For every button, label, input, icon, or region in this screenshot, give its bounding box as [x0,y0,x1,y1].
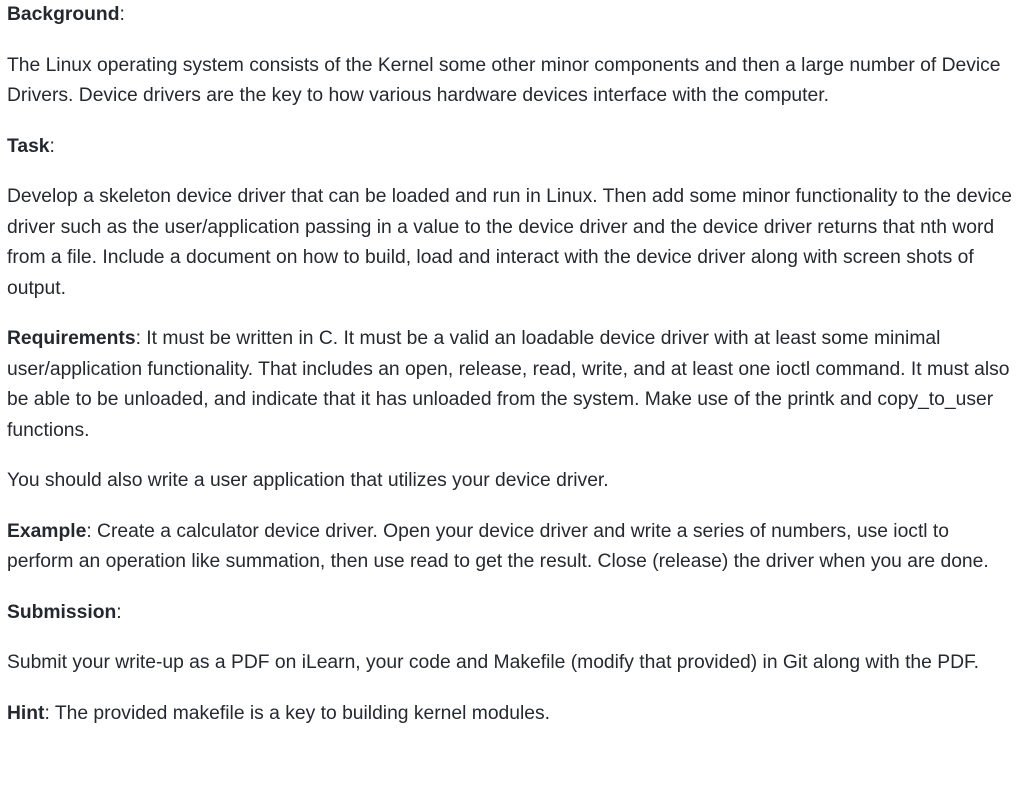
submission-paragraph: Submit your write-up as a PDF on iLearn, your code and Makefile (modify that provided) in Git along with the PDF. [7,652,980,673]
hint-heading: Hint [7,702,45,724]
task-paragraph: Develop a skeleton device driver that can be loaded and run in Linux. Then add some minor functionality to the device driver such as the user/application passing in a value to the device driver and the device driver returns that nth word from a file. Include a document on how to build, load and interact with the device driver along with screen shots of output. [7,186,1013,299]
requirements-paragraph [7,324,1019,446]
hint-paragraph [7,699,1019,730]
background-heading-label: Background [7,4,120,25]
example-paragraph [7,517,1019,578]
user-application-paragraph: You should also write a user application that utilizes your device driver. [7,470,609,491]
example-heading: Example [7,520,87,542]
task-heading-colon: : [49,135,55,157]
background-heading [7,0,1019,31]
requirements-heading: Requirements [7,328,136,349]
assignment-document [7,0,1019,729]
submission-heading [7,598,1019,629]
task-heading-label: Task [7,135,50,157]
hint-text: : The provided makefile is a key to building kernel modules. [44,702,550,724]
task-heading [7,132,1019,163]
example-text: : Create a calculator device driver. Open your device driver and write a series of numbers, use ioctl to perform an operation like summation, then use read to get the result. Close (release) the driver when you are done. [7,520,989,572]
background-heading-colon: : [119,4,125,25]
submission-heading-colon: : [116,601,122,623]
submission-heading-label: Submission [7,601,117,623]
background-paragraph: The Linux operating system consists of the Kernel some other minor components and then a large number of Device Drivers. Device drivers are the key to how various hardware devices interface with the computer. [7,54,1001,106]
requirements-text: : It must be written in C. It must be a valid an loadable device driver with at least some minimal user/application functionality. That includes an open, release, read, write, and at least one ioctl command. It must also be able to be unloaded, and indicate that it has unloaded from the system. Make use of the printk and copy_to_user functions. [7,328,1010,441]
